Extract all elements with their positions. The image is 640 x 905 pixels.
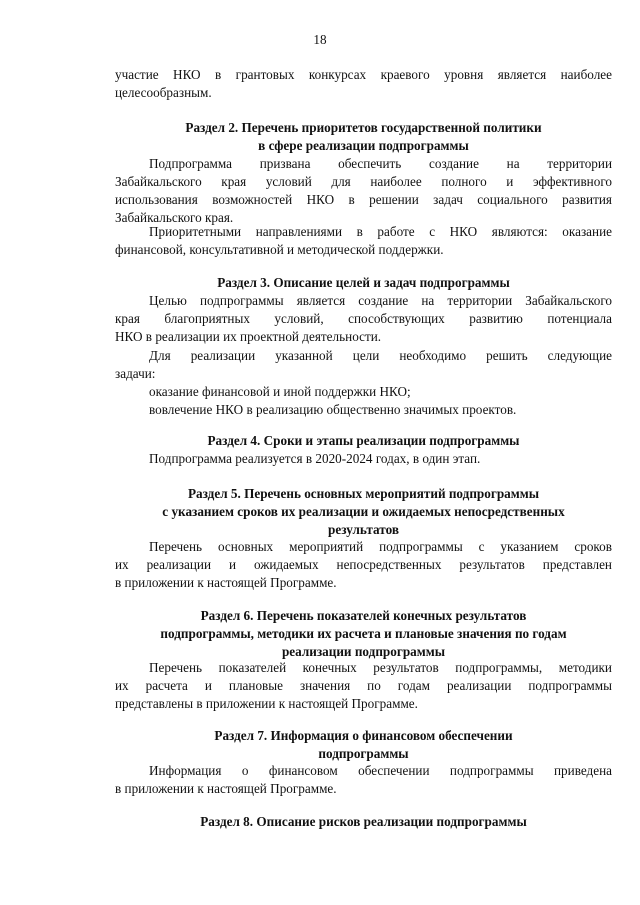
text-line: в приложении к настоящей Программе. [115,781,337,796]
section-3-paragraph-1 [115,292,612,346]
task-item: вовлечение НКО в реализацию общественно значимых проектов. [149,402,517,417]
text-line: представлены в приложении к настоящей Программе. [115,696,418,711]
text-line: участие НКО в грантовых конкурсах краевого уровня является наиболее [115,67,612,82]
text-line: Забайкальского края. [115,210,234,225]
section-7-paragraph [115,762,612,798]
text-line: Подпрограмма реализуется в 2020-2024 годах, в один этап. [149,451,481,466]
heading-line: с указанием сроков их реализации и ожидаемых непосредственных [162,504,565,519]
text-line: Перечень основных мероприятий подпрограммы с указанием сроков [149,539,612,554]
heading-line: Раздел 2. Перечень приоритетов государственной политики [185,120,542,135]
section-7-heading [115,727,612,763]
text-line: Информация о финансовом обеспечении подпрограммы приведена [149,763,612,778]
text-line: их расчета и плановые значения по годам реализации подпрограммы [115,678,612,693]
section-3-paragraph-2 [115,347,612,419]
section-2-paragraph-1 [115,155,612,227]
section-5-heading [115,485,612,539]
heading-line: подпрограммы [318,746,409,761]
heading-line: Раздел 4. Сроки и этапы реализации подпрограммы [207,433,520,448]
text-line: Для реализации указанной цели необходимо решить следующие [149,348,612,363]
text-line: использования возможностей НКО в решении задач социального развития [115,192,612,207]
text-line: НКО в реализации их проектной деятельности. [115,329,382,344]
section-4-paragraph [115,450,612,468]
text-line: Целью подпрограммы является создание на территории Забайкальского [149,293,612,308]
text-line: Забайкальского края условий для наиболее полного и эффективного [115,174,612,189]
text-line: Подпрограмма призвана обеспечить создание на территории [149,156,612,171]
heading-line: Раздел 7. Информация о финансовом обеспечении [214,728,513,743]
intro-paragraph [115,66,612,102]
heading-line: Раздел 8. Описание рисков реализации подпрограммы [200,814,527,829]
heading-line: Раздел 6. Перечень показателей конечных результатов [200,608,527,623]
section-6-paragraph [115,659,612,713]
heading-line: подпрограммы, методики их расчета и плановые значения по годам [160,626,567,641]
section-2-paragraph-2 [115,223,612,259]
text-line: целесообразным. [115,85,212,100]
text-line: Перечень показателей конечных результатов подпрограммы, методики [149,660,612,675]
heading-line: результатов [328,522,399,537]
section-2-heading [115,119,612,155]
text-line: их реализации и ожидаемых непосредственных результатов представлен [115,557,612,572]
section-3-heading [115,274,612,292]
section-6-heading [115,607,612,661]
section-5-paragraph [115,538,612,592]
section-4-heading [115,432,612,450]
section-8-heading [115,813,612,831]
heading-line: реализации подпрограммы [281,644,446,659]
text-line: задачи: [115,366,156,381]
text-line: в приложении к настоящей Программе. [115,575,337,590]
heading-line: в сфере реализации подпрограммы [258,138,469,153]
task-item: оказание финансовой и иной поддержки НКО; [149,384,411,399]
text-line: края благоприятных условий, способствующих развитию потенциала [115,311,612,326]
text-line: финансовой, консультативной и методической поддержки. [115,242,444,257]
page-number: 18 [313,32,327,47]
text-line: Приоритетными направлениями в работе с НКО являются: оказание [149,224,612,239]
heading-line: Раздел 5. Перечень основных мероприятий подпрограммы [187,486,540,501]
heading-line: Раздел 3. Описание целей и задач подпрограммы [217,275,510,290]
